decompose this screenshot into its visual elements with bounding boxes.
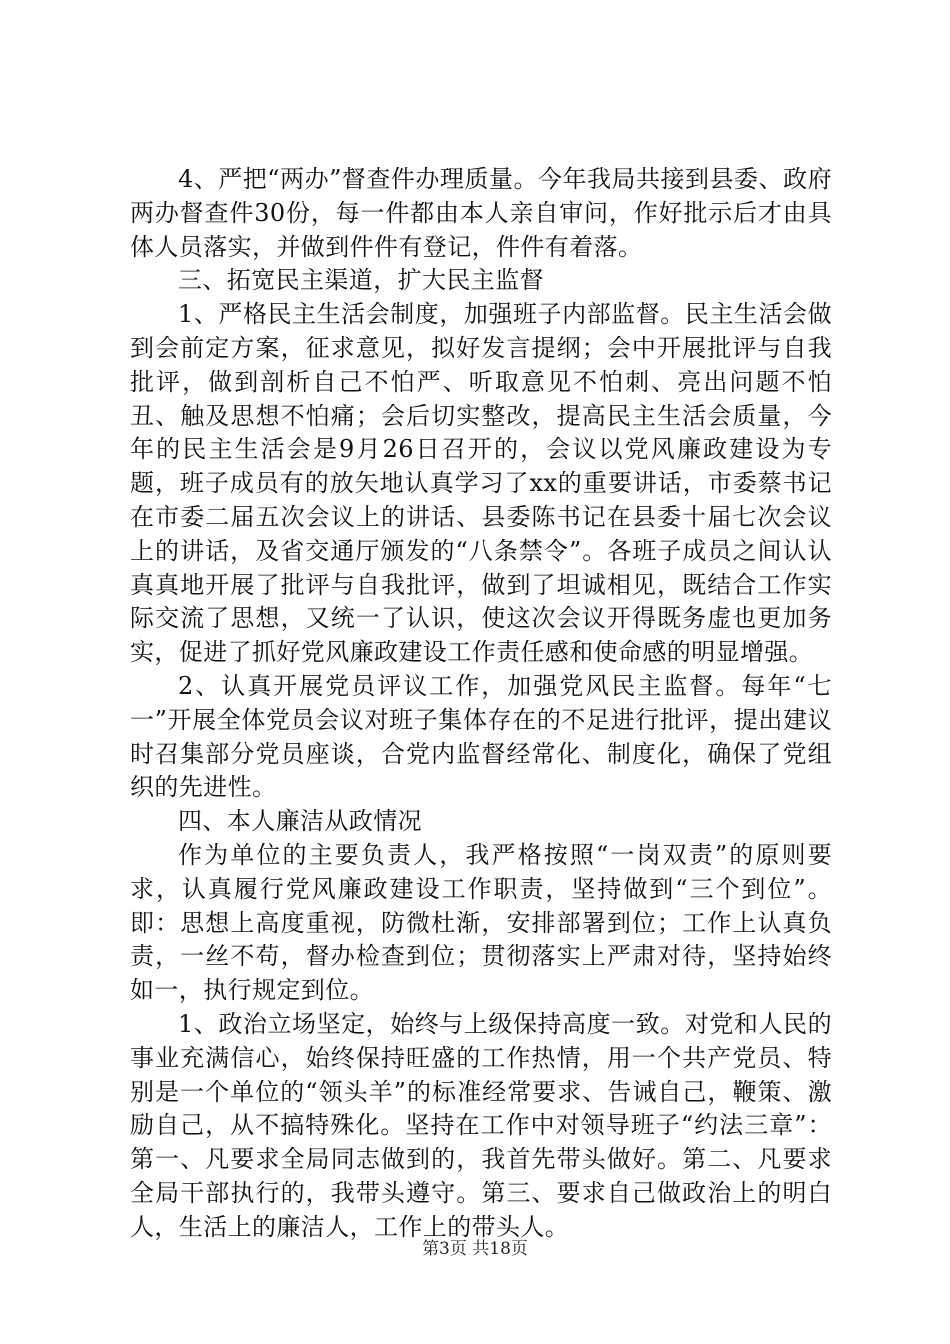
paragraph-political-stance: 1、政治立场坚定，始终与上级保持高度一致。对党和人民的事业充满信心，始终保持旺盛的工作热情，用一个共产党员、特别是一个单位的“领头羊”的标准经常要求、告诫自己，鞭策、激励自己，从不搞特殊化。坚持在工作中对领导班子“约法三章”：第一、凡要求全局同志做到的，我首先带头做好。第二、凡要求全局干部执行的，我带头遵守。第三、要求自己做政治上的明白人，生活上的廉洁人，工作上的带头人。 <box>130 1009 832 1241</box>
document-body <box>130 163 832 1245</box>
paragraph-responsibility-duties: 作为单位的主要负责人，我严格按照“一岗双责”的原则要求，认真履行党风廉政建设工作职责，坚持做到“三个到位”。即：思想上高度重视，防微杜渐，安排部署到位；工作上认真负责，一丝不苟，督办检查到位；贯彻落实上严肃对待，坚持始终如一，执行规定到位。 <box>130 840 832 1005</box>
page-number-footer: 第3页 共18页 <box>422 1239 528 1259</box>
paragraph-party-member-evaluation: 2、认真开展党员评议工作，加强党风民主监督。每年“七一”开展全体党员会议对班子集体存在的不足进行批评，提出建议时召集部分党员座谈，合党内监督经常化、制度化，确保了党组织的先进性。 <box>130 671 832 802</box>
section-heading-democratic-supervision: 三、拓宽民主渠道，扩大民主监督 <box>178 266 544 295</box>
paragraph-supervision-quality: 4、严把“两办”督查件办理质量。今年我局共接到县委、政府两办督查件30份，每一件都由本人亲自审问，作好批示后才由具体人员落实，并做到件件有登记，件件有着落。 <box>130 165 832 261</box>
paragraph-democratic-life-meeting: 1、严格民主生活会制度，加强班子内部监督。民主生活会做到会前定方案，征求意见，拟好发言提纲；会中开展批评与自我批评，做到剖析自己不怕严、听取意见不怕刺、亮出问题不怕丑、触及思想不怕痛；会后切实整改，提高民主生活会质量，今年的民主生活会是9月26日召开的，会议以党风廉政建设为专题，班子成员有的放矢地认真学习了xx的重要讲话，市委蔡书记在市委二届五次会议上的讲话、县委陈书记在县委十届七次会议上的讲话，及省交通厅颁发的“八条禁令”。各班子成员之间认认真真地开展了批评与自我批评，做到了坦诚相见，既结合工作实际交流了思想，又统一了认识，使这次会议开得既务虚也更加务实，促进了抓好党风廉政建设工作责任感和使命感的明显增强。 <box>130 300 832 667</box>
section-heading-personal-integrity: 四、本人廉洁从政情况 <box>178 807 422 836</box>
